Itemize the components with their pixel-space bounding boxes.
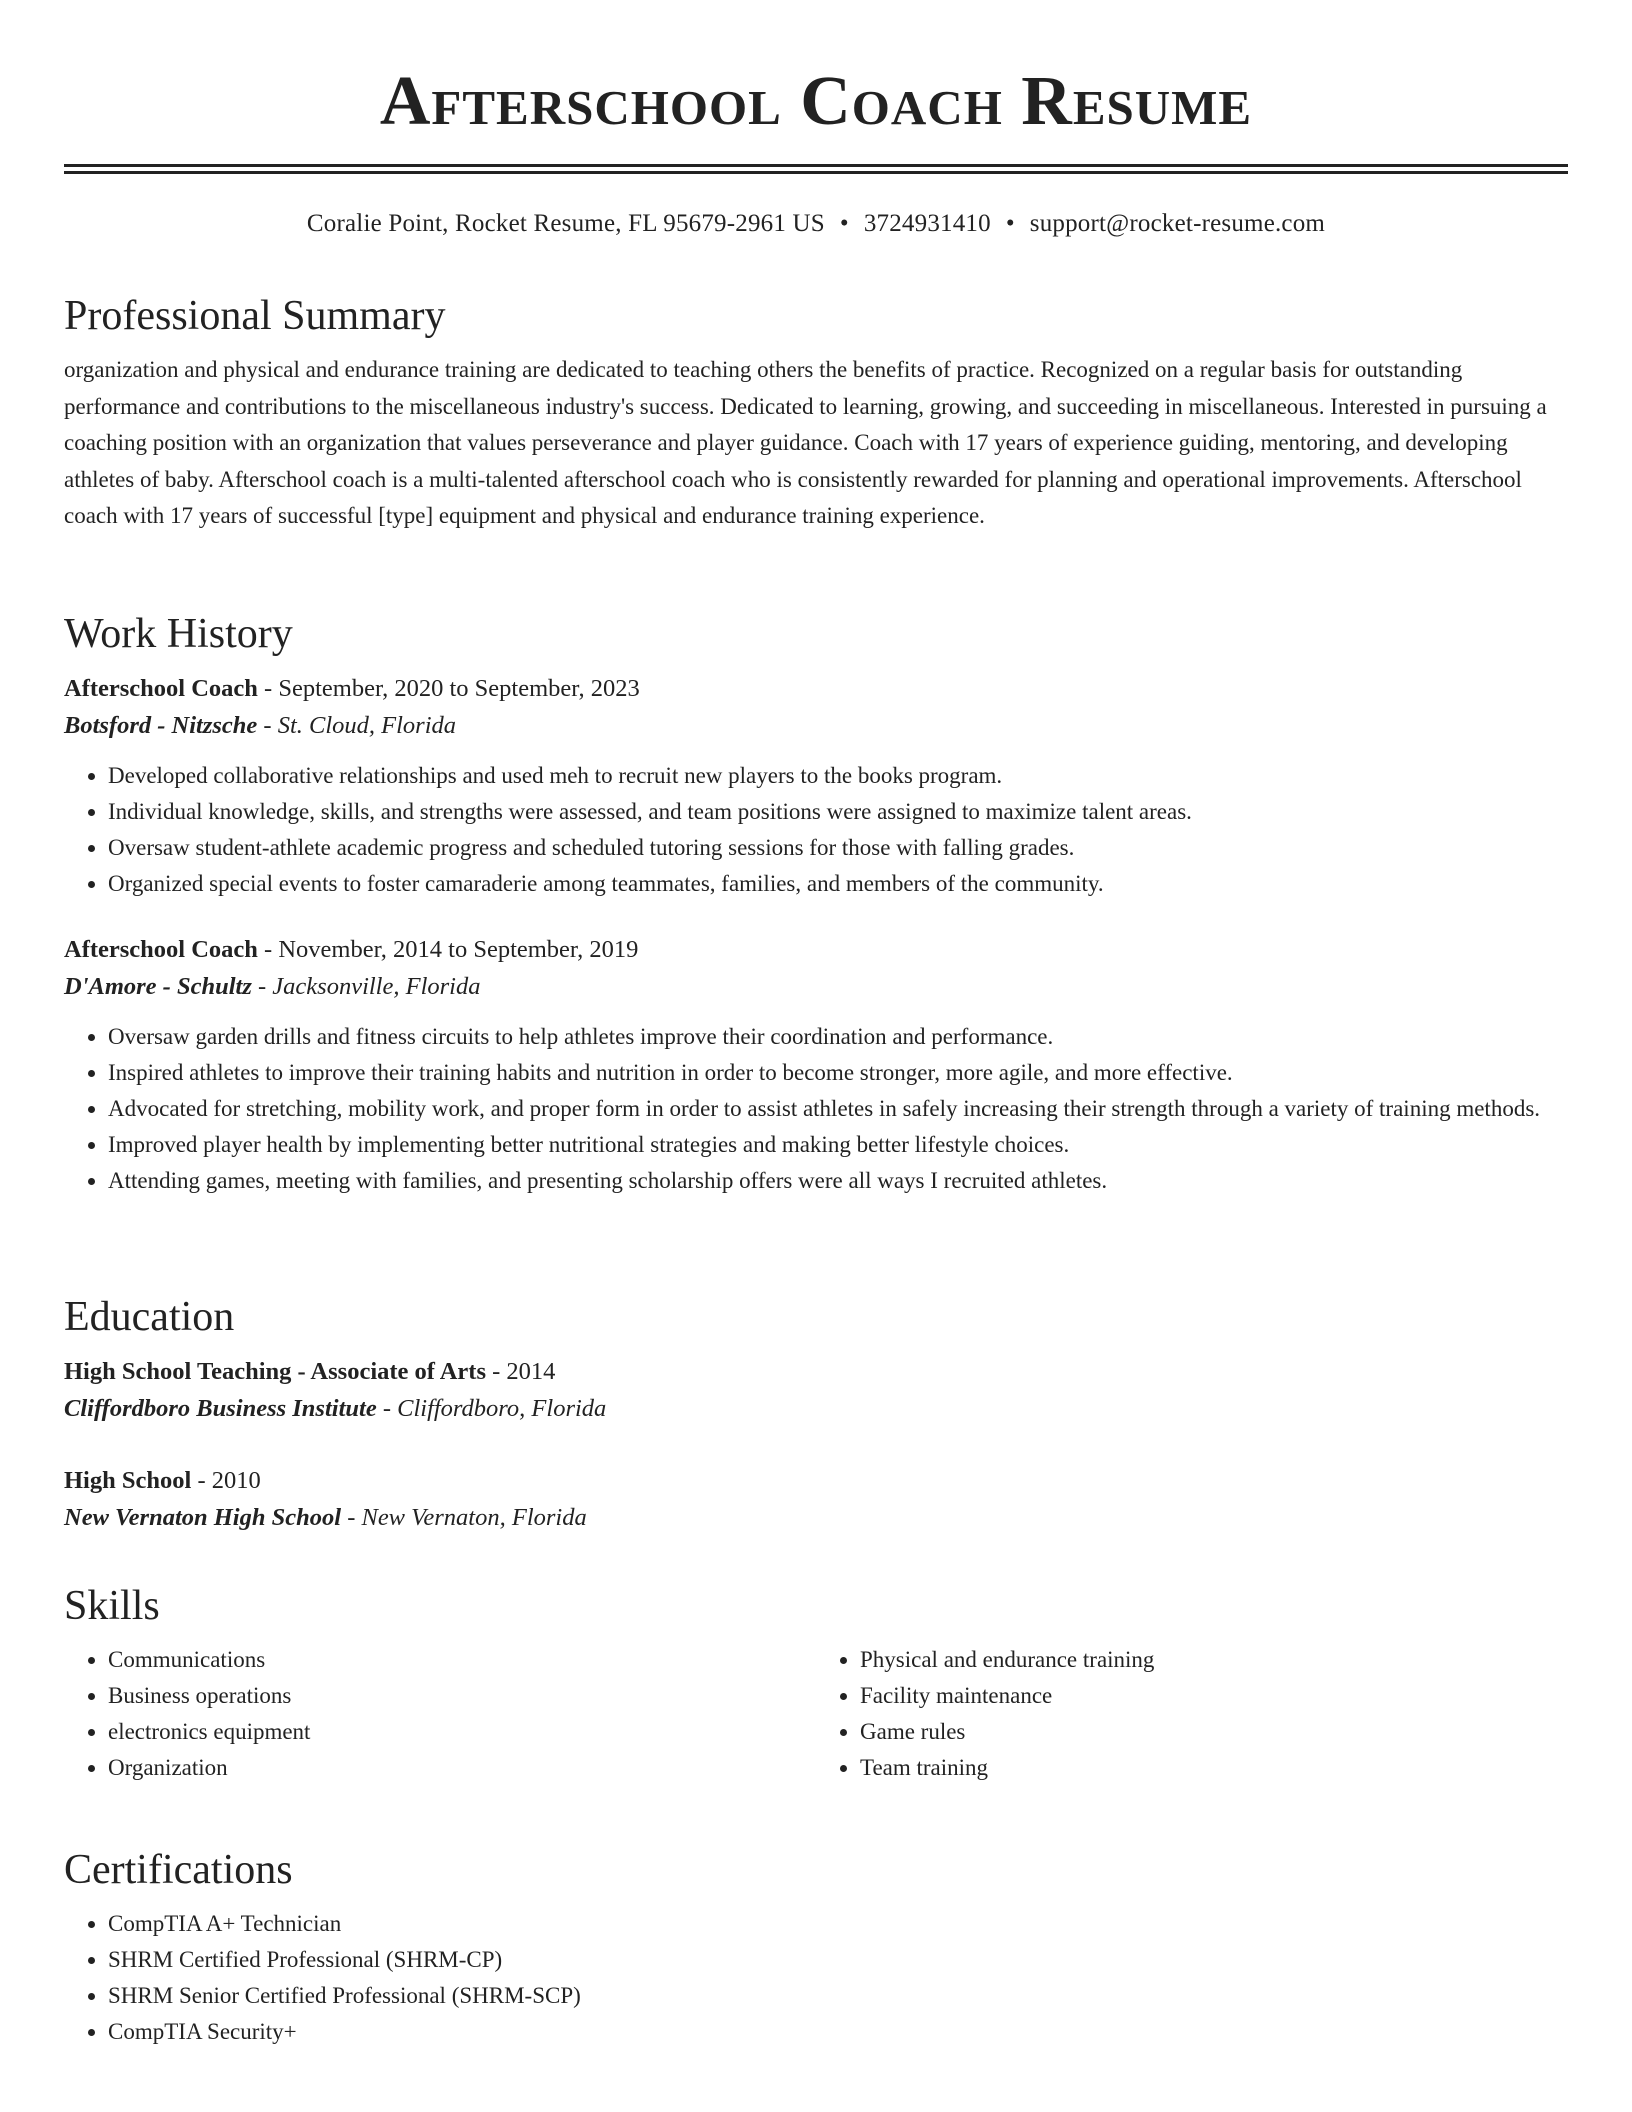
education-heading: Education xyxy=(64,1294,235,1340)
job-bullet: • Oversaw student-athlete academic progress and scheduled tutoring sessions for those with falling grades. xyxy=(108,830,1568,866)
job-bullets xyxy=(64,1019,1568,1199)
education-degree: High School Teaching - Associate of Arts xyxy=(64,1358,486,1385)
skills-list-right xyxy=(816,1642,1568,1786)
education-degree-line xyxy=(64,1462,1568,1499)
summary-section xyxy=(64,290,1568,535)
contact-phone: 3724931410 xyxy=(863,210,991,237)
certifications-heading: Certifications xyxy=(64,1847,293,1893)
certifications-section xyxy=(64,1844,1568,2050)
work-history-section xyxy=(64,608,1568,1199)
education-school-line xyxy=(64,1390,1568,1427)
summary-heading: Professional Summary xyxy=(64,293,446,339)
skill-item: • Facility maintenance xyxy=(860,1678,1568,1714)
education-entry xyxy=(64,1353,1568,1427)
skill-item: • Team training xyxy=(860,1750,1568,1786)
job-location: - St. Cloud, Florida xyxy=(257,712,457,739)
resume-page xyxy=(64,0,1568,2044)
education-degree-line xyxy=(64,1353,1568,1390)
skill-item: • Communications xyxy=(108,1642,816,1678)
education-section xyxy=(64,1291,1568,1536)
job-bullet: • Organized special events to foster camaraderie among teammates, families, and members of the community. xyxy=(108,866,1568,902)
job-dates: - November, 2014 to September, 2019 xyxy=(257,936,639,963)
education-year: - 2010 xyxy=(191,1467,261,1494)
skill-item: • Organization xyxy=(108,1750,816,1786)
job-title-line xyxy=(64,670,1568,707)
skill-item: • Game rules xyxy=(860,1714,1568,1750)
job-bullets xyxy=(64,758,1568,902)
job-location: - Jacksonville, Florida xyxy=(251,973,481,1000)
job-bullet: • Improved player health by implementing better nutritional strategies and making better lifestyle choices. xyxy=(108,1127,1568,1163)
skills-section xyxy=(64,1580,1568,1786)
job-bullet: • Individual knowledge, skills, and strengths were assessed, and team positions were assigned to maximize talent areas. xyxy=(108,794,1568,830)
certification-item: • CompTIA Security+ xyxy=(108,2014,1568,2050)
certification-item: • CompTIA A+ Technician xyxy=(108,1906,1568,1942)
education-location: - New Vernaton, Florida xyxy=(341,1504,587,1531)
job-employer-line xyxy=(64,968,1568,1005)
certification-item: • SHRM Senior Certified Professional (SHRM-SCP) xyxy=(108,1978,1568,2014)
title-divider xyxy=(64,164,1568,174)
job-bullet: • Advocated for stretching, mobility work, and proper form in order to assist athletes in safely increasing their strength through a variety of training methods. xyxy=(108,1091,1568,1127)
contact-address: Coralie Point, Rocket Resume, FL 95679-2961 US xyxy=(306,210,825,237)
skills-list-left xyxy=(64,1642,816,1786)
summary-text: organization and physical and endurance training are dedicated to teaching others the benefits of practice. Recognized on a regular basis for outstanding performance and contributions to the miscellaneous industry's success. Dedicated to learning, growing, and succeeding in miscellaneous. Interested in pursuing a coaching position with an organization that values perseverance and player guidance. Coach with 17 years of experience guiding, mentoring, and developing athletes of baby. Afterschool coach is a multi-talented afterschool coach who is consistently rewarded for planning and operational improvements. Afterschool coach with 17 years of successful [type] equipment and physical and endurance training experience. xyxy=(64,357,1547,528)
skill-item: • Business operations xyxy=(108,1678,816,1714)
job-title-line xyxy=(64,931,1568,968)
job-bullet: • Oversaw garden drills and fitness circuits to help athletes improve their coordination and performance. xyxy=(108,1019,1568,1055)
education-location: - Cliffordboro, Florida xyxy=(376,1395,607,1422)
education-year: - 2014 xyxy=(485,1358,556,1385)
job-dates: - September, 2020 to September, 2023 xyxy=(257,675,640,702)
job-entry xyxy=(64,670,1568,902)
skills-grid xyxy=(64,1642,1568,1786)
job-entry xyxy=(64,931,1568,1199)
job-bullet: • Attending games, meeting with families, and presenting scholarship offers were all ways I recruited athletes. xyxy=(108,1163,1568,1199)
job-bullet: • Inspired athletes to improve their training habits and nutrition in order to become stronger, more agile, and more effective. xyxy=(108,1055,1568,1091)
work-history-heading: Work History xyxy=(64,611,293,657)
contact-separator: • xyxy=(1005,210,1015,237)
job-employer: D'Amore - Schultz xyxy=(64,973,252,1000)
job-bullet: • Developed collaborative relationships and used meh to recruit new players to the books program. xyxy=(108,758,1568,794)
job-employer-line xyxy=(64,707,1568,744)
education-entry xyxy=(64,1462,1568,1536)
certification-item: • SHRM Certified Professional (SHRM-CP) xyxy=(108,1942,1568,1978)
skill-item: • Physical and endurance training xyxy=(860,1642,1568,1678)
education-school-line xyxy=(64,1499,1568,1536)
resume-title: Afterschool Coach Resume xyxy=(379,63,1253,140)
contact-separator: • xyxy=(839,210,849,237)
skill-item: • electronics equipment xyxy=(108,1714,816,1750)
education-school: New Vernaton High School xyxy=(64,1504,342,1531)
education-degree: High School xyxy=(64,1467,192,1494)
job-employer: Botsford - Nitzsche xyxy=(64,712,258,739)
job-title: Afterschool Coach xyxy=(64,675,258,702)
job-title: Afterschool Coach xyxy=(64,936,258,963)
certifications-list xyxy=(64,1906,1568,2050)
contact-line xyxy=(64,208,1568,240)
skills-heading: Skills xyxy=(64,1583,160,1629)
education-school: Cliffordboro Business Institute xyxy=(64,1395,377,1422)
contact-email: support@rocket-resume.com xyxy=(1029,210,1326,237)
